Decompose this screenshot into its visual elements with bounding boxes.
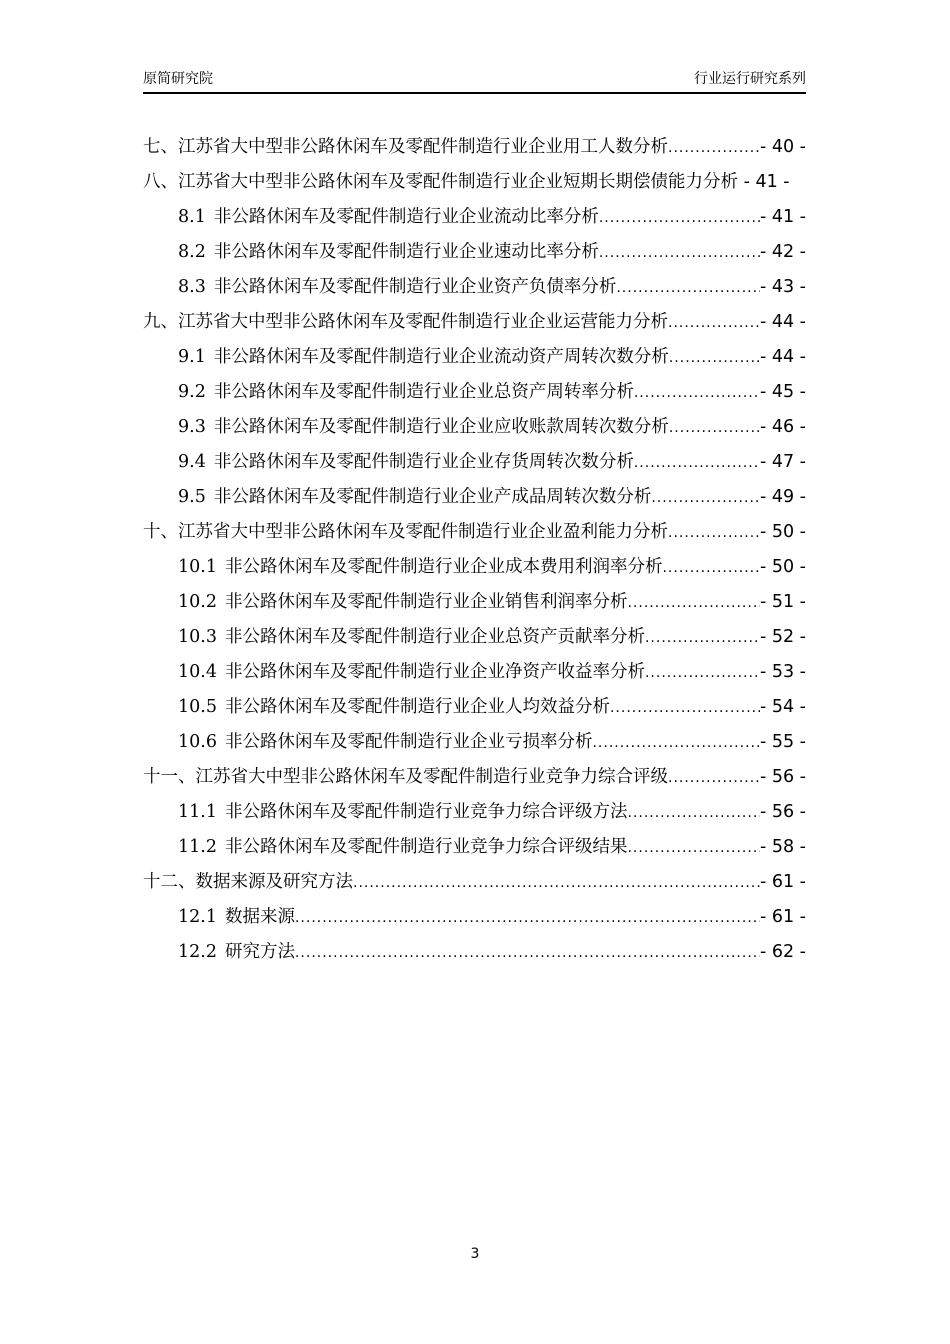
dot-leader [592, 726, 760, 761]
toc-entry-title: 非公路休闲车及零配件制造行业企业成本费用利润率分析 [224, 557, 663, 577]
toc-entry-page: - 61 - [759, 907, 806, 927]
toc-entry[interactable] [143, 305, 806, 340]
toc-entry[interactable] [143, 935, 806, 970]
dot-leader [668, 131, 760, 166]
toc-entry-title: 非公路休闲车及零配件制造行业企业总资产周转率分析 [213, 382, 634, 402]
toc-entry-title: 非公路休闲车及零配件制造行业企业净资产收益率分析 [224, 662, 645, 682]
dot-leader [645, 621, 760, 656]
toc-entry-title: 非公路休闲车及零配件制造行业竞争力综合评级结果 [224, 837, 628, 857]
toc-entry-page: - 44 - [759, 312, 806, 332]
toc-entry[interactable] [143, 480, 806, 515]
toc-entry[interactable] [143, 760, 806, 795]
toc-entry-page: - 44 - [759, 347, 806, 367]
dot-leader [599, 201, 760, 236]
toc-entry-page: - 47 - [759, 452, 806, 472]
toc-entry-title: 十二、数据来源及研究方法 [143, 872, 353, 892]
toc-entry-page: - 61 - [759, 872, 806, 892]
dot-leader [353, 866, 760, 901]
dot-leader [616, 271, 760, 306]
toc-entry-title: 十一、江苏省大中型非公路休闲车及零配件制造行业竞争力综合评级 [143, 767, 668, 787]
toc-entry-number: 9.3 [178, 417, 206, 437]
toc-entry[interactable] [143, 900, 806, 935]
toc-entry[interactable] [143, 130, 806, 165]
toc-entry-page: - 52 - [759, 627, 806, 647]
toc-entry[interactable] [143, 445, 806, 480]
dot-leader [668, 516, 760, 551]
dot-leader [668, 761, 760, 796]
toc-entry-page: - 56 - [759, 767, 806, 787]
toc-entry-page: - 46 - [759, 417, 806, 437]
toc-entry-number: 10.4 [178, 662, 217, 682]
dot-leader [627, 796, 760, 831]
toc-entry-page: - 51 - [759, 592, 806, 612]
toc-entry-page: - 56 - [759, 802, 806, 822]
dot-leader [295, 936, 760, 971]
toc-entry[interactable] [143, 795, 806, 830]
toc-entry[interactable] [143, 690, 806, 725]
dot-leader [610, 691, 760, 726]
page-header [143, 66, 806, 94]
page-number: 3 [470, 1246, 480, 1262]
toc-entry-number: 10.6 [178, 732, 217, 752]
header-series: 行业运行研究系列 [694, 71, 806, 87]
toc-entry[interactable] [143, 270, 806, 305]
toc-entry-title: 非公路休闲车及零配件制造行业企业产成品周转次数分析 [213, 487, 652, 507]
toc-entry[interactable] [143, 865, 806, 900]
dot-leader [295, 901, 760, 936]
toc-entry[interactable] [143, 410, 806, 445]
toc-entry-number: 12.1 [178, 907, 217, 927]
toc-entry[interactable] [143, 830, 806, 865]
toc-entry-title: 非公路休闲车及零配件制造行业企业存货周转次数分析 [213, 452, 634, 472]
toc-entry-number: 8.2 [178, 242, 206, 262]
toc-entry-title: 非公路休闲车及零配件制造行业企业流动比率分析 [213, 207, 599, 227]
toc-entry-page: - 50 - [759, 557, 806, 577]
header-organization: 原简研究院 [143, 71, 213, 87]
dot-leader [651, 481, 760, 516]
table-of-contents [143, 130, 806, 970]
toc-entry-number: 10.3 [178, 627, 217, 647]
toc-entry[interactable] [143, 235, 806, 270]
toc-entry-title: 非公路休闲车及零配件制造行业企业资产负债率分析 [213, 277, 617, 297]
toc-entry-page: - 40 - [759, 137, 806, 157]
toc-entry[interactable] [143, 200, 806, 235]
toc-entry-title: 非公路休闲车及零配件制造行业竞争力综合评级方法 [224, 802, 628, 822]
toc-entry[interactable] [143, 375, 806, 410]
toc-entry[interactable] [143, 165, 806, 200]
toc-entry-title: 九、江苏省大中型非公路休闲车及零配件制造行业企业运营能力分析 [143, 312, 668, 332]
toc-entry[interactable] [143, 550, 806, 585]
toc-entry[interactable] [143, 515, 806, 550]
toc-entry-page: - 45 - [759, 382, 806, 402]
toc-entry[interactable] [143, 340, 806, 375]
toc-entry-page: - 62 - [759, 942, 806, 962]
toc-entry-page: - 50 - [759, 522, 806, 542]
toc-entry-page: - 43 - [759, 277, 806, 297]
dot-leader [634, 376, 760, 411]
toc-entry-title: 数据来源 [224, 907, 295, 927]
toc-entry-page: - 55 - [759, 732, 806, 752]
dot-leader [627, 586, 760, 621]
toc-entry-number: 11.1 [178, 802, 217, 822]
toc-entry-page: - 54 - [759, 697, 806, 717]
toc-entry-number: 9.4 [178, 452, 206, 472]
toc-entry-title: 非公路休闲车及零配件制造行业企业速动比率分析 [213, 242, 599, 262]
dot-leader [662, 551, 760, 586]
toc-entry-title: 非公路休闲车及零配件制造行业企业应收账款周转次数分析 [213, 417, 669, 437]
toc-entry[interactable] [143, 655, 806, 690]
toc-entry-page: - 49 - [759, 487, 806, 507]
toc-entry-page: - 41 - [743, 172, 790, 192]
toc-entry-number: 12.2 [178, 942, 217, 962]
dot-leader [645, 656, 760, 691]
toc-entry-number: 8.1 [178, 207, 206, 227]
toc-entry-title: 八、江苏省大中型非公路休闲车及零配件制造行业企业短期长期偿债能力分析 [143, 172, 738, 192]
toc-entry-title: 十、江苏省大中型非公路休闲车及零配件制造行业企业盈利能力分析 [143, 522, 668, 542]
dot-leader [669, 341, 760, 376]
toc-entry[interactable] [143, 725, 806, 760]
toc-entry-title: 研究方法 [224, 942, 295, 962]
toc-entry-number: 9.2 [178, 382, 206, 402]
dot-leader [599, 236, 760, 271]
toc-entry-page: - 53 - [759, 662, 806, 682]
toc-entry-number: 11.2 [178, 837, 217, 857]
toc-entry-title: 非公路休闲车及零配件制造行业企业销售利润率分析 [224, 592, 628, 612]
toc-entry-page: - 42 - [759, 242, 806, 262]
toc-entry[interactable] [143, 620, 806, 655]
toc-entry[interactable] [143, 585, 806, 620]
toc-entry-number: 10.2 [178, 592, 217, 612]
toc-entry-number: 10.5 [178, 697, 217, 717]
toc-entry-number: 10.1 [178, 557, 217, 577]
toc-entry-title: 非公路休闲车及零配件制造行业企业流动资产周转次数分析 [213, 347, 669, 367]
toc-entry-title: 非公路休闲车及零配件制造行业企业总资产贡献率分析 [224, 627, 645, 647]
dot-leader [627, 831, 760, 866]
dot-leader [634, 446, 760, 481]
dot-leader [668, 306, 760, 341]
toc-entry-title: 非公路休闲车及零配件制造行业企业亏损率分析 [224, 732, 593, 752]
toc-entry-number: 8.3 [178, 277, 206, 297]
toc-entry-number: 9.1 [178, 347, 206, 367]
toc-entry-page: - 58 - [759, 837, 806, 857]
dot-leader [669, 411, 760, 446]
toc-entry-number: 9.5 [178, 487, 206, 507]
toc-entry-title: 非公路休闲车及零配件制造行业企业人均效益分析 [224, 697, 610, 717]
toc-entry-page: - 41 - [759, 207, 806, 227]
toc-entry-title: 七、江苏省大中型非公路休闲车及零配件制造行业企业用工人数分析 [143, 137, 668, 157]
